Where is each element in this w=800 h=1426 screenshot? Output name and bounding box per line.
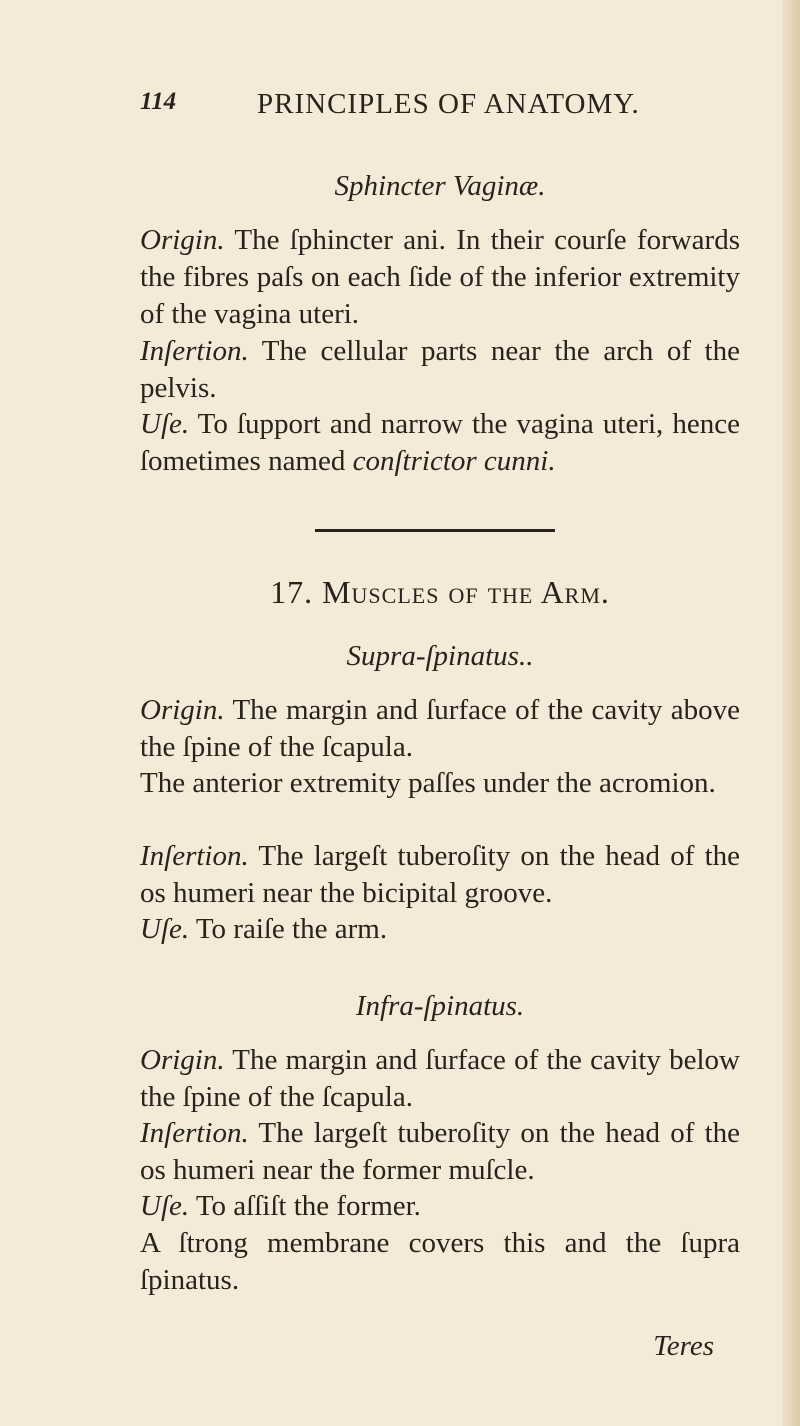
supra-insertion-paragraph [140,838,740,912]
supra-heading: Supra-ſpinatus.. [346,640,534,672]
section-divider [315,529,555,532]
insertion-label: Inſertion. [140,1117,249,1149]
origin-text: The ſphincter ani. In their courſe forwards the fibres paſs on each ſide of the inferior extremity of the vagina uteri. [140,224,740,330]
use-text: To raiſe the arm. [189,913,388,945]
origin-label: Origin. [140,224,225,256]
use-label: Uſe. [140,1190,190,1222]
sphincter-use-paragraph [140,406,740,480]
origin-text: The margin and ſurface of the cavity above the ſpine of the ſcapula. [140,694,740,763]
origin-label: Origin. [140,694,225,726]
insertion-text: The largeſt tuberoſity on the head of the os humeri near the former muſcle. [140,1117,740,1186]
page-number: 114 [140,88,177,115]
use-label: Uſe. [140,408,190,440]
infra-heading: Infra-ſpinatus. [355,990,525,1022]
section-title: Muscles of the Arm. [322,574,610,610]
infra-extra-paragraph: A ſtrong membrane covers this and the ſupra ſpinatus. [140,1227,740,1296]
insertion-label: Inſertion. [140,840,249,872]
page-edge [782,0,800,1426]
supra-origin-paragraph [140,692,740,766]
sphincter-insertion-paragraph [140,333,740,407]
infra-use-paragraph [140,1188,740,1225]
use-label: Uſe. [140,913,190,945]
insertion-label: Inſertion. [140,335,249,367]
insertion-text: The largeſt tuberoſity on the head of the os humeri near the bicipital groove. [140,840,740,909]
sphincter-heading: Sphincter Vaginæ. [334,170,546,202]
insertion-text: The cellular parts near the arch of the pelvis. [140,335,740,404]
catchword: Teres [653,1330,714,1362]
infra-origin-paragraph [140,1042,740,1116]
origin-label: Origin. [140,1044,225,1076]
sphincter-origin-paragraph [140,222,740,332]
section-number: 17. [270,574,314,610]
supra-extra-paragraph: The anterior extremity paſſes under the acromion. [140,767,716,799]
use-italic-term: conſtrictor cunni. [352,445,556,477]
infra-insertion-paragraph [140,1115,740,1189]
use-text: To aſſiſt the former. [189,1190,421,1222]
section-heading [140,574,740,611]
page-header [140,88,740,128]
use-text: To ſupport and narrow the vagina uteri, hence ſometimes named [140,408,740,477]
running-head: PRINCIPLES OF ANATOMY. [257,88,640,120]
supra-use-paragraph [140,911,740,948]
origin-text: The margin and ſurface of the cavity below the ſpine of the ſcapula. [140,1044,740,1113]
